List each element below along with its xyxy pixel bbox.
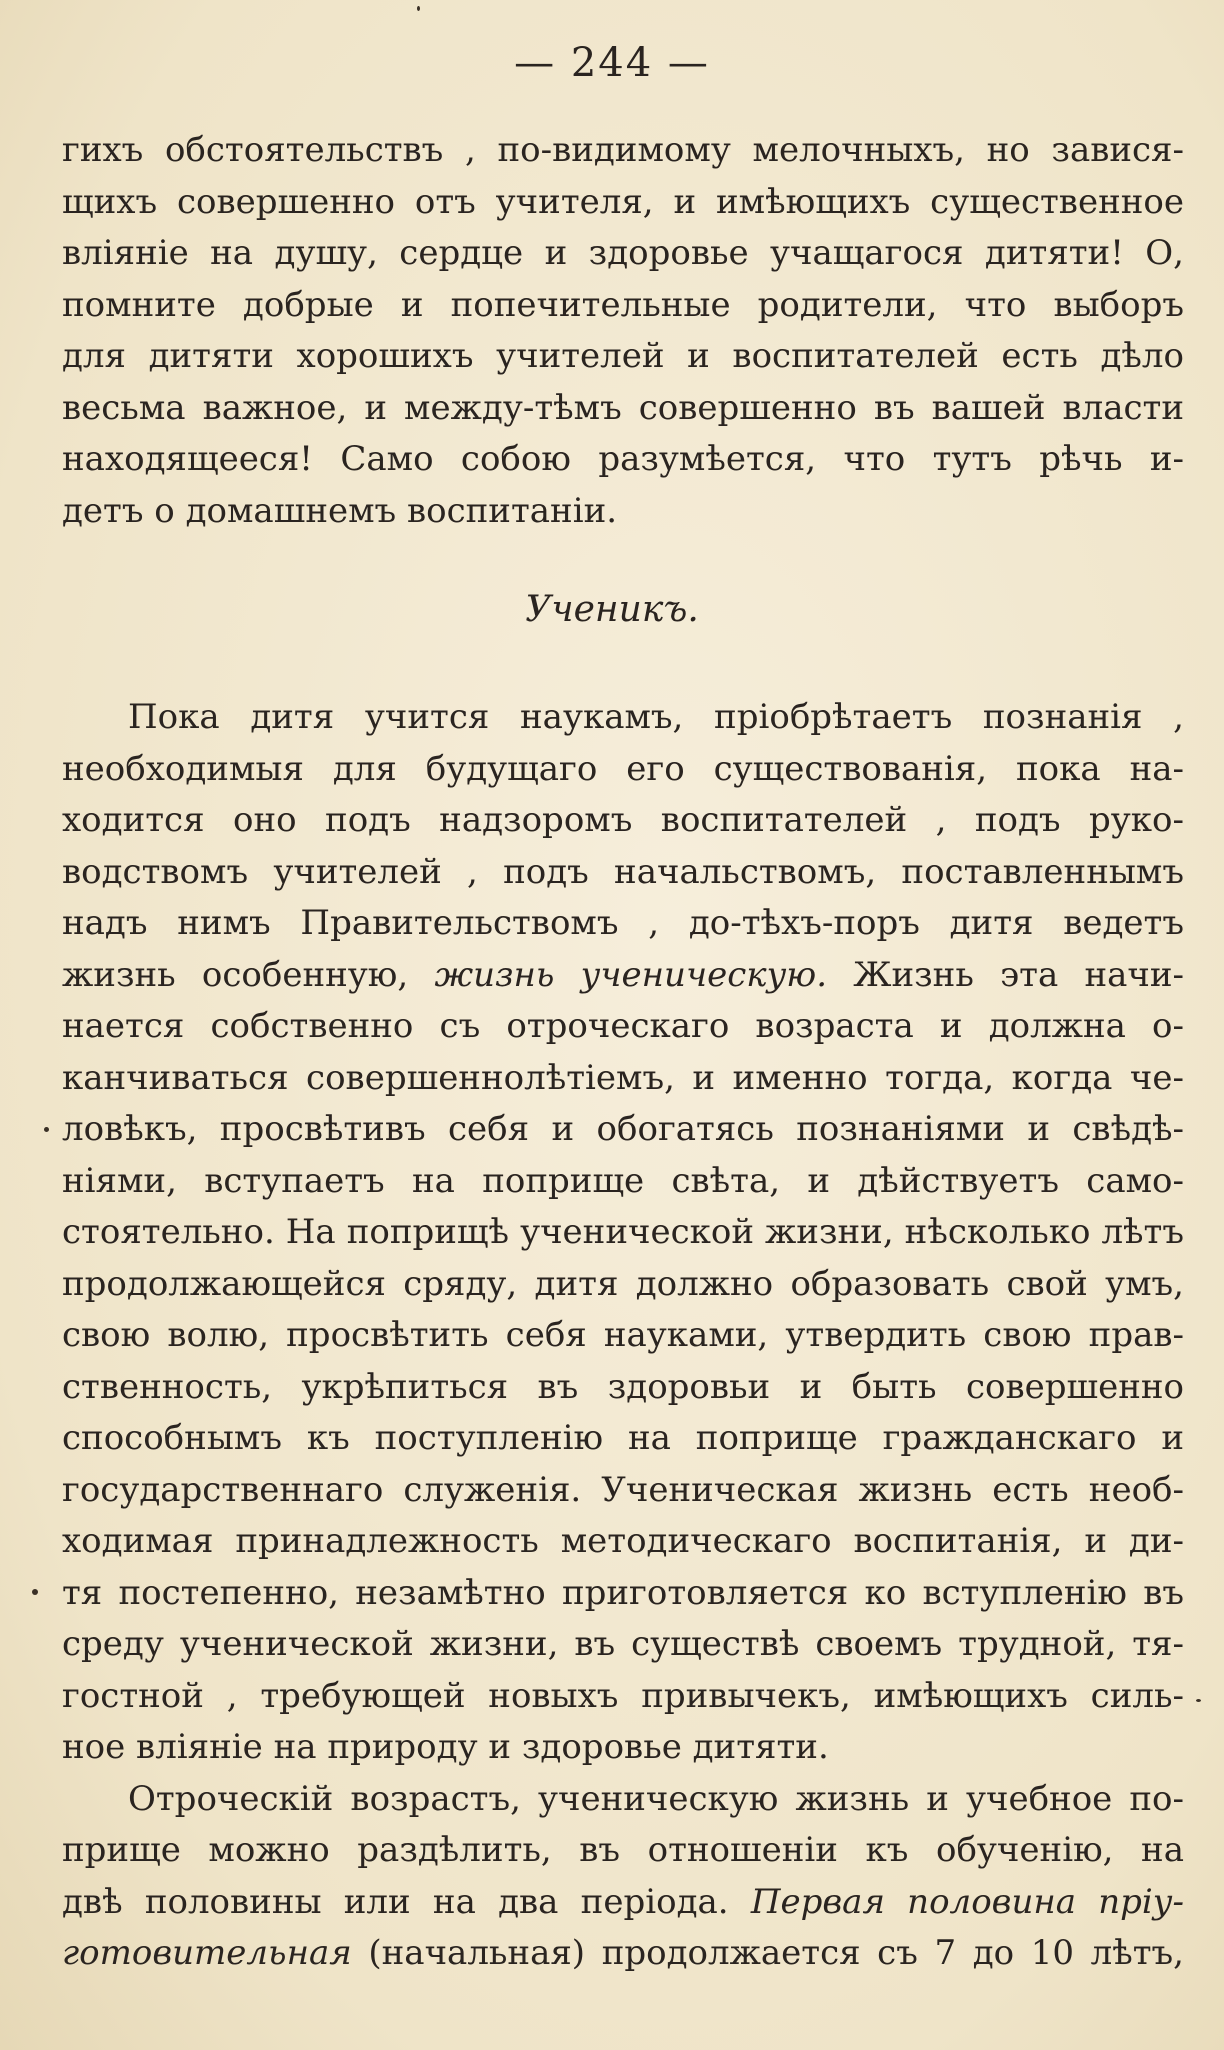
text-line: ное вліяніе на природу и здоровье дитяти.: [62, 1727, 829, 1767]
text-line: государственнаго служенія. Ученическая жизнь есть необ-: [62, 1470, 1184, 1510]
text-line: вліяніе на душу, сердце и здоровье учащагося дитяти! О,: [62, 233, 1184, 273]
text-span: двѣ половины или на два періода.: [62, 1882, 729, 1922]
text-line: водствомъ учителей , подъ начальствомъ, поставленнымъ: [62, 852, 1184, 892]
text-line: прище можно раздѣлить, въ отношеніи къ обученію, на: [62, 1830, 1184, 1870]
text-line: для дитяти хорошихъ учителей и воспитателей есть дѣло: [62, 336, 1184, 376]
text-line: необходимыя для будущаго его существованія, пока на-: [62, 749, 1184, 789]
ink-speck: [417, 6, 420, 11]
text-line: гостной , требующей новыхъ привычекъ, имѣющихъ силь-: [62, 1676, 1184, 1716]
ink-speck: [32, 1589, 38, 1595]
text-line: нается собственно съ отроческаго возраста и должна о-: [62, 1006, 1184, 1046]
text-line: Пока дитя учится наукамъ, пріобрѣтаетъ познанія ,: [128, 697, 1184, 737]
text-span: жизнь особенную,: [62, 955, 409, 995]
text-line: тя постепенно, незамѣтно приготовляется ко вступленію въ: [62, 1573, 1184, 1613]
text-line: Отроческій возрастъ, ученическую жизнь и учебное по-: [128, 1779, 1184, 1819]
text-line: ловѣкъ, просвѣтивъ себя и обогатясь познаніями и свѣдѣ-: [62, 1109, 1184, 1149]
italic-phrase: готовительная: [62, 1933, 352, 1973]
text-span: (начальная) продолжается съ 7 до 10 лѣтъ,: [368, 1933, 1184, 1973]
ink-speck: [44, 1127, 49, 1132]
text-line: ственность, укрѣпиться въ здоровьи и быть совершенно: [62, 1367, 1184, 1407]
text-line: стоятельно. На поприщѣ ученической жизни, нѣсколько лѣтъ: [62, 1212, 1184, 1252]
italic-phrase: жизнь ученическую.: [434, 955, 828, 995]
text-line: надъ нимъ Правительствомъ , до-тѣхъ-поръ дитя ведетъ: [62, 903, 1184, 943]
text-line: помните добрые и попечительные родители, что выборъ: [62, 285, 1184, 325]
text-line: ходится оно подъ надзоромъ воспитателей , подъ руко-: [62, 800, 1184, 840]
text-line: способнымъ къ поступленію на поприще гражданскаго и: [62, 1418, 1184, 1458]
text-line: продолжающейся сряду, дитя должно образовать свой умъ,: [62, 1264, 1184, 1304]
page-number: — 244 —: [514, 40, 710, 86]
text-line: весьма важное, и между-тѣмъ совершенно въ вашей власти: [62, 388, 1184, 428]
text-line: находящееся! Само собою разумѣется, что тутъ рѣчь и-: [62, 439, 1184, 479]
text-line: свою волю, просвѣтить себя науками, утвердить свою прав-: [62, 1315, 1184, 1355]
text-line: среду ученической жизни, въ существѣ своемъ трудной, тя-: [62, 1624, 1184, 1664]
text-line: детъ о домашнемъ воспитаніи.: [62, 491, 618, 531]
section-heading: Ученикъ.: [525, 589, 699, 630]
text-line: канчиваться совершеннолѣтіемъ, и именно тогда, когда че-: [62, 1058, 1184, 1098]
text-line: ходимая принадлежность методическаго воспитанія, и ди-: [62, 1521, 1184, 1561]
text-line: гихъ обстоятельствъ , по-видимому мелочныхъ, но завися-: [62, 130, 1184, 170]
text-line: ніями, вступаетъ на поприще свѣта, и дѣйствуетъ само-: [62, 1161, 1184, 1201]
text-line-mixed: [62, 1878, 1184, 1926]
ink-speck: [1196, 1699, 1201, 1702]
text-line-mixed: [62, 951, 1184, 999]
italic-phrase: Первая половина пріу-: [750, 1882, 1185, 1922]
text-span: Жизнь эта начи-: [853, 955, 1185, 995]
text-line: щихъ совершенно отъ учителя, и имѣющихъ существенное: [62, 182, 1184, 222]
text-line-mixed: [62, 1929, 1184, 1977]
